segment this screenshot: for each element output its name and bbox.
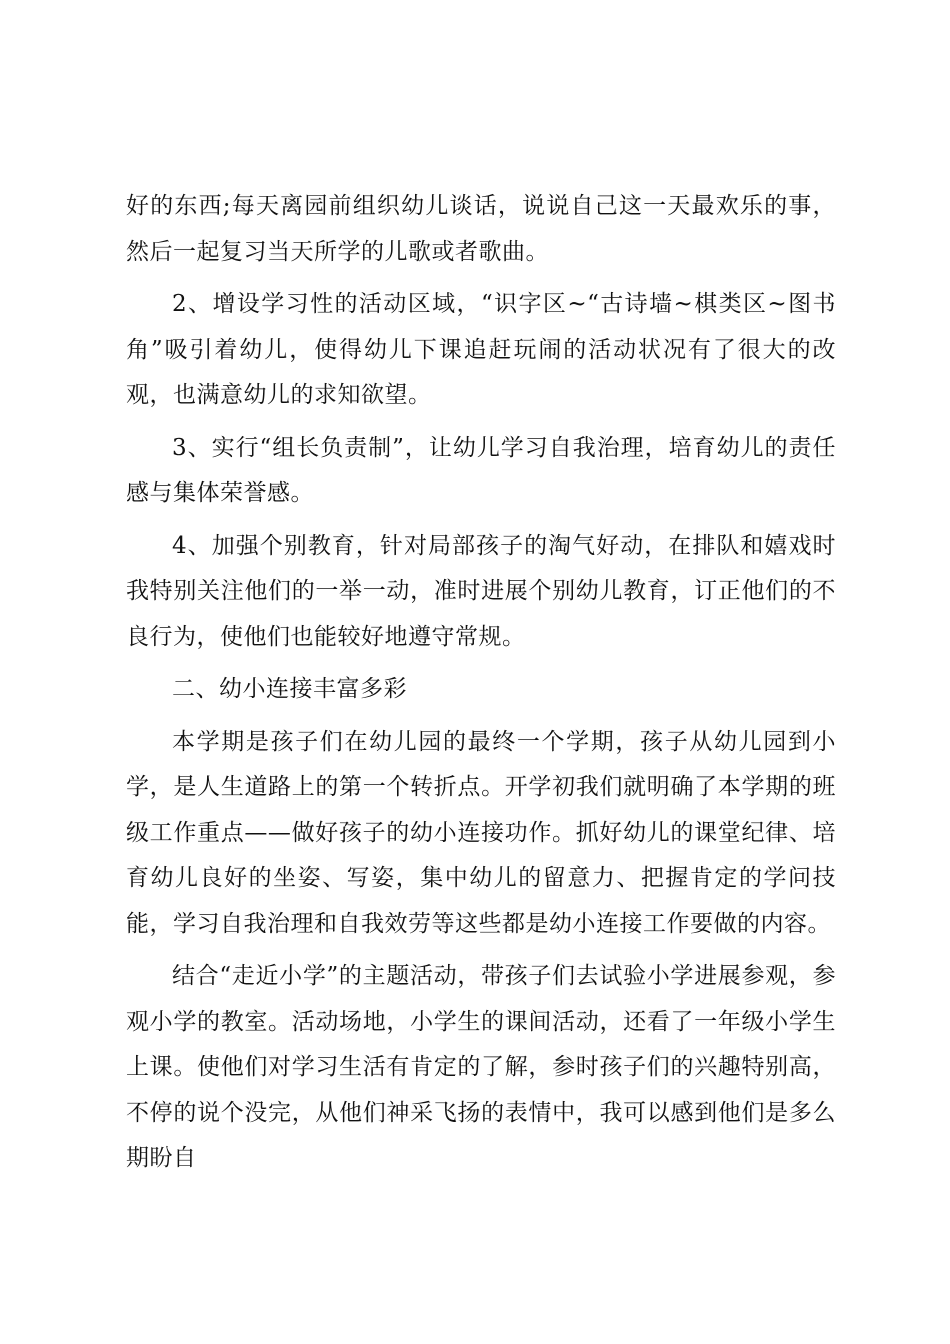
paragraph-continued: 好的东西;每天离园前组织幼儿谈话，说说自己这一天最欢乐的事，然后一起复习当天所学的儿歌或者歌曲。: [126, 193, 836, 265]
paragraph-item-2: 2、增设学习性的活动区域，“识字区~“古诗墙~棋类区~图书角”吸引着幼儿，使得幼儿下课追赶玩闹的活动状况有了很大的改观，也满意幼儿的求知欲望。: [126, 291, 836, 408]
paragraph-item-4: 4、加强个别教育，针对局部孩子的淘气好动，在排队和嬉戏时我特别关注他们的一举一动，准时进展个别幼儿教育，订正他们的不良行为，使他们也能较好地遵守常规。: [126, 532, 836, 650]
document-body: [126, 184, 836, 1182]
paragraph-transition: 本学期是孩子们在幼儿园的最终一个学期，孩子从幼儿园到小学，是人生道路上的第一个转折点。开学初我们就明确了本学期的班级工作重点——做好孩子的幼小连接功作。抓好幼儿的课堂纪律、培育幼儿良好的坐姿、写姿，集中幼儿的留意力、把握肯定的学问技能，学习自我治理和自我效劳等这些都是幼小连接工作要做的内容。: [126, 728, 836, 937]
paragraph-item-3: 3、实行“组长负责制”，让幼儿学习自我治理，培育幼儿的责任感与集体荣誉感。: [126, 434, 836, 506]
section-heading: 二、幼小连接丰富多彩: [172, 676, 407, 702]
paragraph-visit: 结合“走近小学”的主题活动，带孩子们去试验小学进展参观，参观小学的教室。活动场地，小学生的课间活动，还看了一年级小学生上课。使他们对学习生活有肯定的了解，参时孩子们的兴趣特别高，不停的说个没完，从他们神采飞扬的表情中，我可以感到他们是多么期盼自: [126, 963, 836, 1171]
